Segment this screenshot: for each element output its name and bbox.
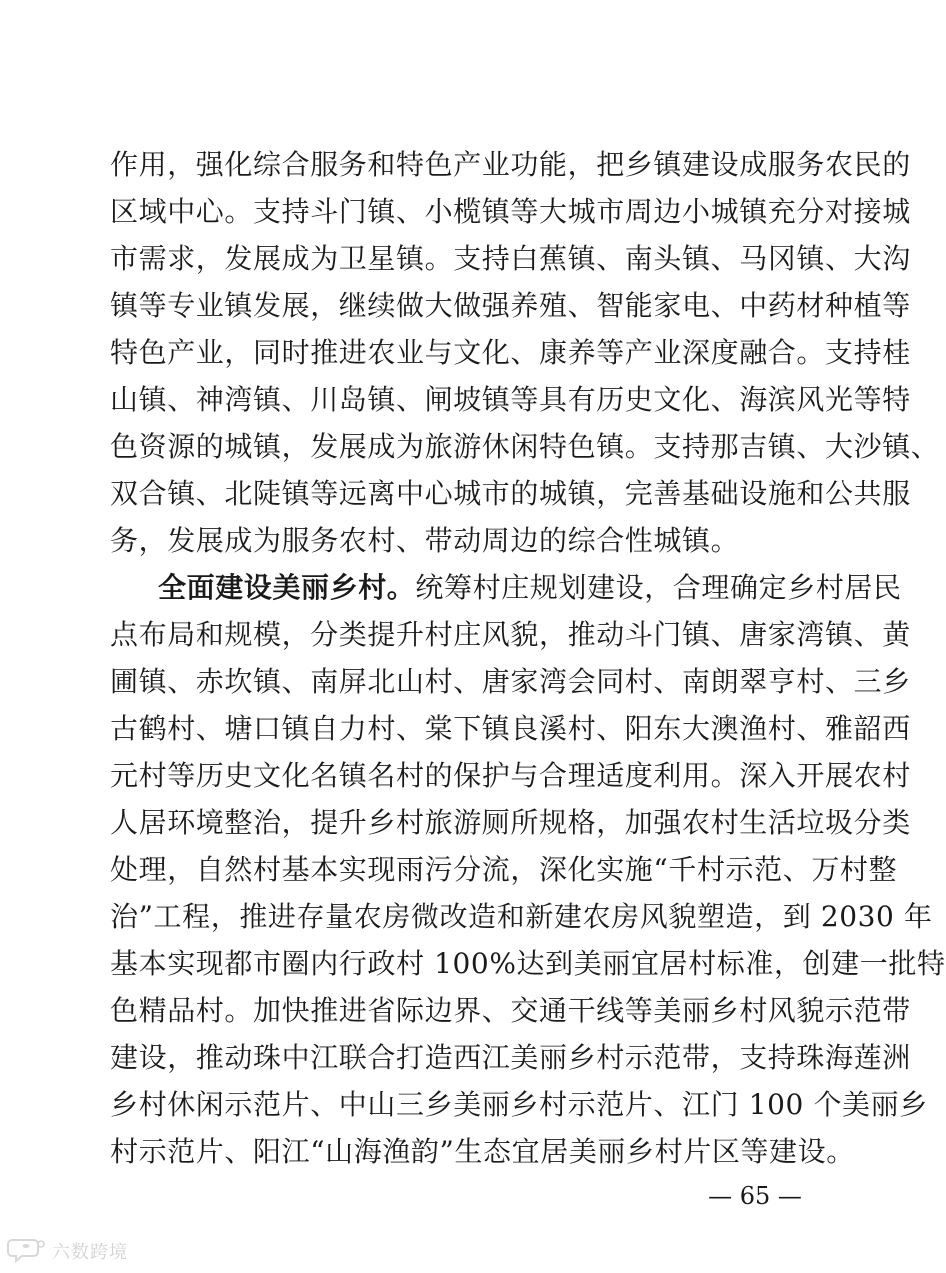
text-line: 古鹤村、塘口镇自力村、棠下镇良溪村、阳东大澳渔村、雅韶西 — [110, 712, 911, 745]
text-line: 元村等历史文化名镇名村的保护与合理适度利用。深入开展农村 — [110, 759, 911, 792]
text-line: 建设，推动珠中江联合打造西江美丽乡村示范带，支持珠海莲洲 — [110, 1041, 911, 1074]
text-run: 统筹村庄规划建设，合理确定乡村居民 — [415, 571, 902, 604]
text-line: 作用，强化综合服务和特色产业功能，把乡镇建设成服务农民的 — [110, 148, 911, 181]
watermark-text: 六数跨境 — [52, 1242, 128, 1263]
text-line: 基本实现都市圈内行政村 100%达到美丽宜居村标准，创建一批特 — [110, 947, 946, 980]
text-line: 镇等专业镇发展，继续做大做强养殖、智能家电、中药材种植等 — [110, 289, 911, 322]
page-number: — 65 — — [708, 1182, 802, 1210]
text-line: 村示范片、阳江“山海渔韵”生态宜居美丽乡村片区等建设。 — [110, 1135, 855, 1168]
watermark — [8, 1236, 128, 1266]
text-line: 点布局和规模，分类提升村庄风貌，推动斗门镇、唐家湾镇、黄 — [110, 618, 911, 651]
text-line: 色精品村。加快推进省际边界、交通干线等美丽乡村风貌示范带 — [110, 994, 911, 1027]
text-line: 双合镇、北陡镇等远离中心城市的城镇，完善基础设施和公共服 — [110, 477, 911, 510]
text-line: 治”工程，推进存量农房微改造和新建农房风貌塑造，到 2030 年 — [110, 900, 933, 933]
text-line: 乡村休闲示范片、中山三乡美丽乡村示范片、江门 100 个美丽乡 — [110, 1088, 928, 1121]
text-line: 圃镇、赤坎镇、南屏北山村、唐家湾会同村、南朗翠亨村、三乡 — [110, 665, 911, 698]
text-line: 色资源的城镇，发展成为旅游休闲特色镇。支持那吉镇、大沙镇、 — [110, 430, 940, 463]
text-line: 人居环境整治，提升乡村旅游厕所规格，加强农村生活垃圾分类 — [110, 806, 911, 839]
text-line: 务，发展成为服务农村、带动周边的综合性城镇。 — [110, 524, 740, 557]
text-line: 市需求，发展成为卫星镇。支持白蕉镇、南头镇、马冈镇、大沟 — [110, 242, 911, 275]
text-line: 区域中心。支持斗门镇、小榄镇等大城市周边小城镇充分对接城 — [110, 195, 911, 228]
paragraph-first-line — [158, 568, 902, 608]
paragraph-heading: 全面建设美丽乡村。 — [158, 571, 416, 604]
text-line: 处理，自然村基本实现雨污分流，深化实施“千村示范、万村整 — [110, 853, 898, 886]
speech-bubble-logo-icon — [8, 1236, 46, 1266]
text-line: 山镇、神湾镇、川岛镇、闸坡镇等具有历史文化、海滨风光等特 — [110, 383, 911, 416]
text-line: 特色产业，同时推进农业与文化、康养等产业深度融合。支持桂 — [110, 336, 911, 369]
